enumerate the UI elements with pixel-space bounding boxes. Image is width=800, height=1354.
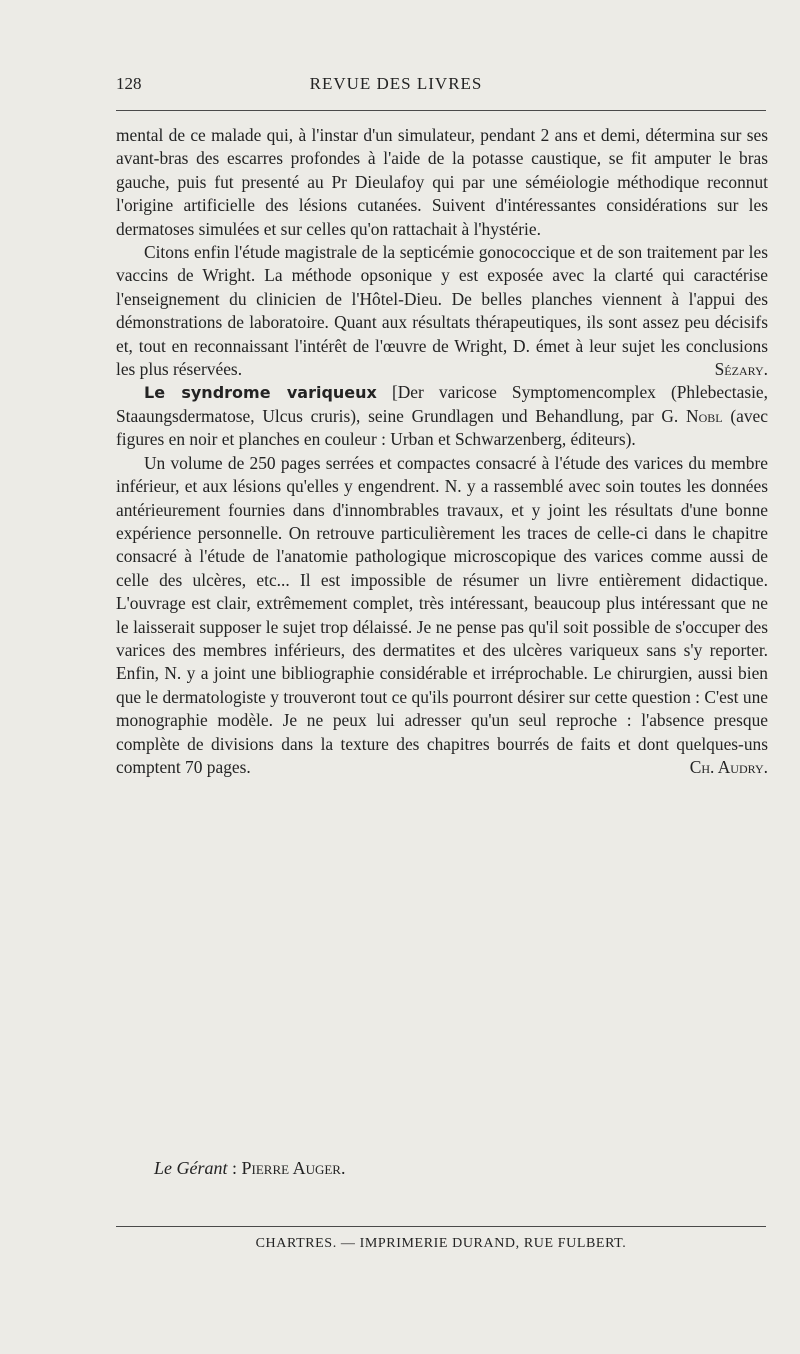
review-body-text: Un volume de 250 pages serrées et compactes consacré à l'étude des varices du membre inférieur, et aux lésions qu'elles y engendrent. N. y a rassemblé avec soin toutes les données antérieurement fournies dans d'innombrables travaux, et y joint les résultats d'une bonne expérience personnelle. On retrouve particulièrement les traces de celle-ci dans le chapitre consacré à l'étude de l'anatomie pathologique microscopique des varices comme aussi de celle des ulcères, etc... Il est impossible de résumer un livre entièrement didactique. L'ouvrage est clair, extrêmement complet, très intéressant, beaucoup plus intéressant que ne le laisserait supposer le sujet trop délaissé. Je ne pense pas qu'il soit possible de s'occuper des varices des membres inférieurs, des dermatites et des ulcères variqueux sans s'y reporter. Enfin, N. y a joint une bibliographie considérable et irréprochable. Le chirurgien, aussi bien que le dermatologiste y trouveront tout ce qu'ils pourront désirer sur cette question : C'est une monographie modèle. Je ne peux lui adresser qu'un seul reproche : l'absence presque complète de divisions dans la texture des chapitres bourrés de faits et dont quelques-uns comptent 70 pages.	[116, 452, 768, 777]
printer-imprint: CHARTRES. — IMPRIMERIE DURAND, RUE FULBERT.	[255, 1236, 627, 1251]
gerant-name: Pierre Auger.	[241, 1158, 346, 1178]
citation-tail: (avec figures en noir et planches en couleur : Urban et Schwarzenberg, éditeurs).	[116, 405, 768, 450]
book-review-title: Le syndrome variqueux	[144, 383, 377, 403]
page-number: 128	[116, 74, 142, 93]
gerant-label: Le Gérant	[154, 1158, 228, 1178]
gerant-separator: :	[227, 1158, 242, 1178]
article-body	[116, 124, 768, 779]
page-header	[116, 74, 676, 100]
footer-rule	[116, 1226, 766, 1227]
review-closing-paragraph	[116, 241, 768, 381]
review-citation	[116, 381, 768, 451]
book-author: Nobl	[686, 405, 723, 426]
reviewer-signature-audry: Ch. Audry.	[689, 756, 768, 777]
header-rule	[116, 110, 766, 111]
citation-lead: [Der varicose Symptomencomplex (Phlebectasie, Staaungsdermatose, Ulcus cruris), seine Grundlagen und Behandlung, par G.	[116, 382, 768, 426]
review-closing-text: Citons enfin l'étude magistrale de la septicémie gonococcique et de son traitement par les vaccins de Wright. La méthode opsonique y est exposée avec la clarté qui caractérise l'enseignement du clinicien de l'Hôtel-Dieu. De belles planches viennent à l'appui des démonstrations de laboratoire. Quant aux résultats thérapeutiques, ils sont assez peu décisifs et, tout en reconnaissant l'intérêt de l'œuvre de Wright, D. émet à leur sujet les conclusions les plus réservées.	[116, 242, 768, 380]
review-continuation-paragraph: mental de ce malade qui, à l'instar d'un simulateur, pendant 2 ans et demi, détermina sur ses avant-bras des escarres profondes à l'aide de la potasse caustique, se fit amputer le bras gauche, puis fut presenté au Pr Dieulafoy qui par une séméiologie méthodique reconnut l'origine artificielle des lésions cutanées. Suivent d'intéressantes considérations sur les dermatoses simulées et sur celles qu'on rattachait à l'hystérie.	[116, 125, 768, 239]
review-body-paragraph	[116, 452, 768, 780]
reviewer-signature-sezary: Sézary.	[714, 359, 768, 380]
running-title: REVUE DES LIVRES	[309, 74, 483, 93]
gerant-line	[154, 1158, 345, 1179]
